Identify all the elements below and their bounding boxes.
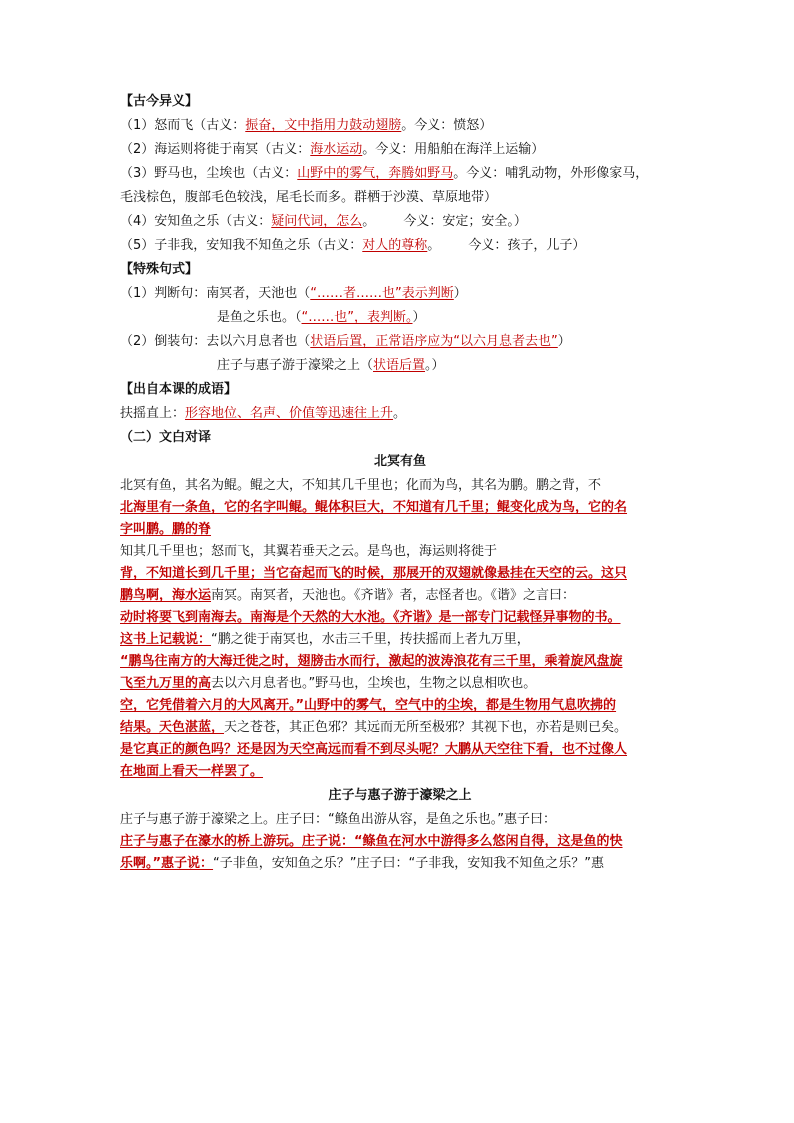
gujin-item-5: （5）子非我，安知我不知鱼之乐（古义：对人的尊称。 今义：孩子，儿子）: [120, 238, 586, 253]
gu-meaning: 振奋，文中指用力鼓动翅膀: [245, 118, 402, 133]
mixed-line: [120, 632, 680, 648]
mixed-line: [120, 720, 680, 736]
gujin-item-2: （2）海运则将徙于南冥（古义：海水运动。今义：用船舶在海洋上运输）: [120, 142, 545, 157]
mixed-line: [120, 588, 680, 604]
translation-segment: 鹏鸟啊，海水运: [120, 588, 212, 603]
teshu-panduan-1: （1）判断句：南冥者，天池也（“……者……也”表示判断）: [120, 286, 467, 301]
translation-line: 字叫鹏。鹏的脊: [120, 522, 212, 537]
translation-segment: 山野中的雾气，空气中的尘埃，都是生物用气息吹拂的: [304, 698, 617, 713]
text-title-haoliang: 庄子与惠子游于濠梁之上: [328, 788, 472, 803]
idiom-meaning: 形容地位、名声、价值等迅速往上升: [185, 406, 394, 421]
teshu-panduan-2: 是鱼之乐也。（“……也”，表判断。）: [217, 310, 426, 325]
gu-meaning: 海水运动: [310, 142, 363, 157]
translation-line: “鹏鸟往南方的大海迁徙之时，翅膀击水而行，激起的波涛浪花有三千里，乘着旋风盘旋: [120, 654, 623, 669]
original-segment: “鹏之徙于南冥也，水击三千里，抟扶摇而上者九万里，: [211, 632, 530, 647]
translation-segment: 这书上记载说：: [120, 632, 212, 647]
gujin-item-3: （3）野马也，尘埃也（古义：山野中的雾气，奔腾如野马。今义：哺乳动物，外形像家马，: [120, 166, 649, 181]
translation-segment: 空，它凭借着六月的大风离开。”: [120, 698, 305, 713]
teshu-daozhuang-2: 庄子与惠子游于濠梁之上（状语后置。）: [217, 358, 445, 373]
section-heading-gujin: 【古今异义】: [120, 94, 199, 109]
translation-line: 是它真正的颜色吗？还是因为天空高远而看不到尽头呢？大鹏从天空往下看，也不过像人: [120, 742, 628, 757]
document-page: [120, 94, 680, 878]
translation-line: 庄子与惠子在濠水的桥上游玩。庄子说：“鲦鱼在河水中游得多么悠闲自得，这是鱼的快: [120, 834, 623, 849]
original-segment: “子非鱼，安知鱼之乐？”庄子曰：“子非我，安知我不知鱼之乐？”惠: [213, 856, 604, 871]
syntax-note: “……者……也”表示判断: [310, 286, 454, 301]
translation-segment: 结果。天色湛蓝，: [120, 720, 225, 735]
mixed-line: [120, 676, 680, 692]
original-line: 知其几千里也；怒而飞，其翼若垂天之云。是鸟也，海运则将徙于: [120, 544, 498, 559]
original-segment: 去以六月息者也。”野马也，尘埃也，生物之以息相吹也。: [211, 676, 537, 691]
mixed-line: [120, 856, 680, 872]
gujin-item-1: （1）怒而飞（古义：振奋，文中指用力鼓动翅膀。今义：愤怒）: [120, 118, 493, 133]
translation-line: 动时将要飞到南海去。南海是个天然的大水池。《齐谐》是一部专门记载怪异事物的书。: [120, 610, 621, 625]
original-line: 庄子与惠子游于濠梁之上。庄子曰：“鲦鱼出游从容，是鱼之乐也。”惠子曰：: [120, 812, 556, 827]
section-heading-teshu: 【特殊句式】: [120, 262, 199, 277]
gujin-item-4: （4）安知鱼之乐（古义：疑问代词，怎么。 今义：安定；安全。）: [120, 214, 527, 229]
text-title-beiming: 北冥有鱼: [373, 454, 426, 469]
original-segment: 天之苍苍，其正色邪？其远而无所至极邪？其视下也，亦若是则已矣。: [224, 720, 628, 735]
translation-segment: 飞至九万里的高: [120, 676, 212, 691]
section-heading-chengyu: 【出自本课的成语】: [120, 382, 238, 397]
teshu-daozhuang-1: （2）倒装句：去以六月息者也（状语后置，正常语序应为“以六月息者去也”）: [120, 334, 571, 349]
gujin-item-3-cont: 毛浅棕色，腹部毛色较浅，尾毛长而多。群栖于沙漠、草原地带）: [120, 190, 498, 205]
mixed-line: [120, 698, 680, 714]
syntax-note: 状语后置: [373, 358, 426, 373]
chengyu-item: 扶摇直上：形容地位、名声、价值等迅速往上升。: [120, 406, 407, 421]
syntax-note: 状语后置，正常语序应为“以六月息者去也”: [310, 334, 558, 349]
translation-line: 背，不知道长到几千里；当它奋起而飞的时候，那展开的双翅就像悬挂在天空的云。这只: [120, 566, 628, 581]
gu-meaning: 疑问代词，怎么: [271, 214, 363, 229]
translation-line: 在地面上看天一样罢了。: [120, 764, 264, 779]
syntax-note: “……也”，表判断。: [301, 310, 413, 325]
gu-meaning: 山野中的雾气，奔腾如野马: [297, 166, 454, 181]
original-segment: 南冥。南冥者，天池也。《齐谐》者，志怪者也。《谐》之言曰：: [211, 588, 576, 603]
gu-meaning: 对人的尊称: [362, 238, 428, 253]
translation-line: 北海里有一条鱼，它的名字叫鲲。鲲体积巨大，不知道有几千里；鲲变化成为鸟，它的名: [120, 500, 628, 515]
original-line: 北冥有鱼，其名为鲲。鲲之大，不知其几千里也；化而为鸟，其名为鹏。鹏之背，不: [120, 478, 602, 493]
section-heading-duiyi: （二）文白对译: [120, 430, 212, 445]
translation-segment: 乐啊。”惠子说：: [120, 856, 214, 871]
